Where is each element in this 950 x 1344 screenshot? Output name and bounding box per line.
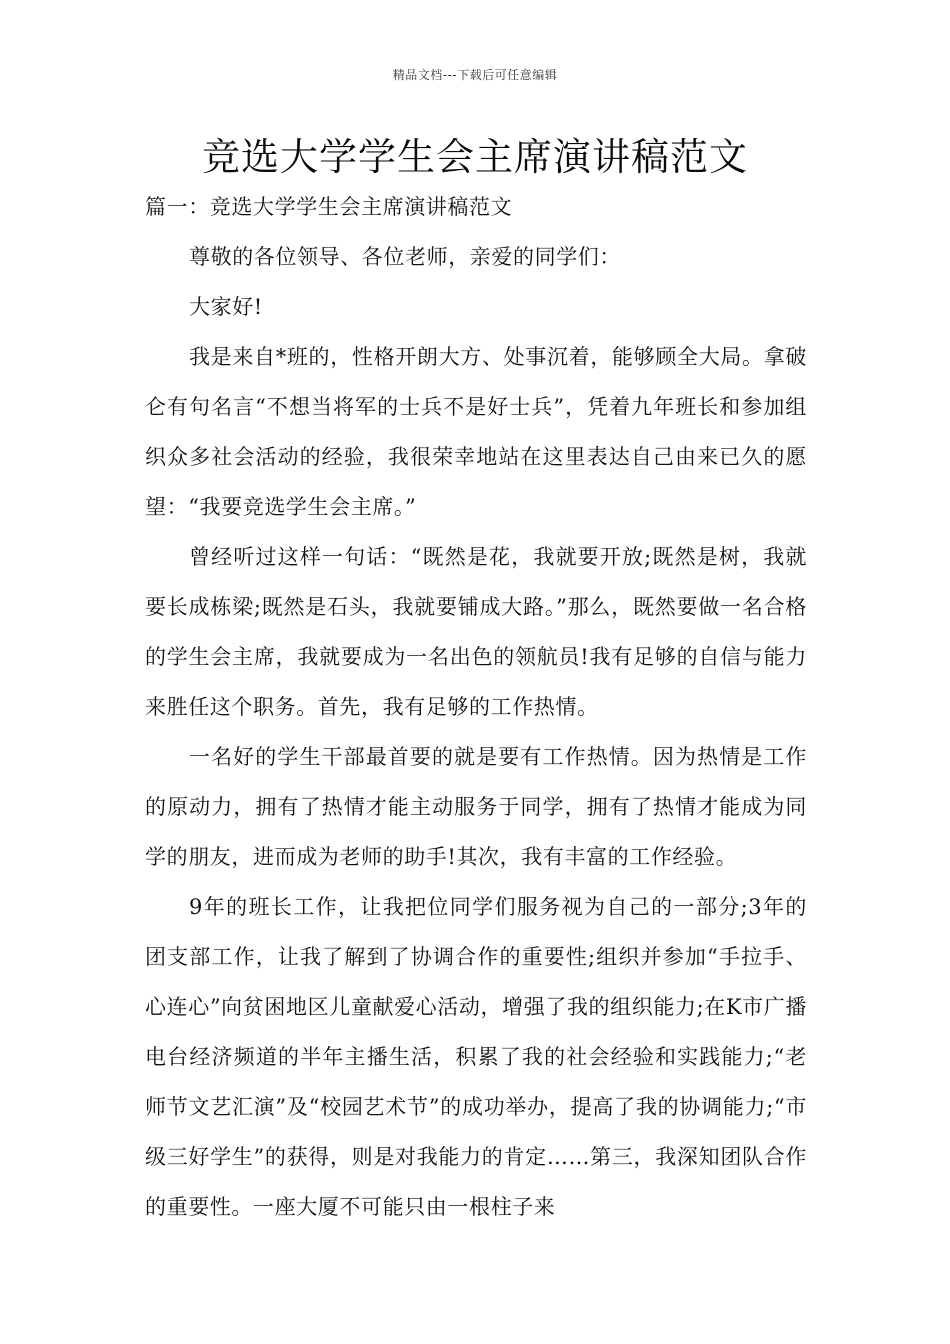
body-paragraph: 9年的班长工作，让我把位同学们服务视为自己的一部分;3年的团支部工作，让我了解到了协调合作的重要性;组织并参加“手拉手、心连心”向贫困地区儿童献爱心活动，增强了我的组织能力;在K市广播电台经济频道的半年主播生活，积累了我的社会经验和实践能力;“老师节文艺汇演”及“校园艺术节”的成功举办，提高了我的协调能力;“市级三好学生”的获得，则是对我能力的肯定……第三，我深知团队合作的重要性。一座大厦不可能只由一根柱子来 [145,895,807,1219]
section-heading: 篇一：竞选大学学生会主席演讲稿范文 [145,195,513,219]
document-body [145,182,807,1232]
body-paragraph: 一名好的学生干部最首要的就是要有工作热情。因为热情是工作的原动力，拥有了热情才能主动服务于同学，拥有了热情才能成为同学的朋友，进而成为老师的助手!其次，我有丰富的工作经验。 [145,745,807,869]
salutation-paragraph: 尊敬的各位领导、各位老师，亲爱的同学们： [189,245,621,269]
body-paragraph: 曾经听过这样一句话：“既然是花，我就要开放;既然是树，我就要长成栋梁;既然是石头，我就要铺成大路。”那么，既然要做一名合格的学生会主席，我就要成为一名出色的领航员!我有足够的自信与能力来胜任这个职务。首先，我有足够的工作热情。 [145,545,807,719]
greeting-paragraph: 大家好! [189,295,263,319]
document-title: 竞选大学学生会主席演讲稿范文 [201,135,748,179]
body-paragraph: 我是来自*班的，性格开朗大方、处事沉着，能够顾全大局。拿破仑有句名言“不想当将军的士兵不是好士兵”，凭着九年班长和参加组织众多社会活动的经验，我很荣幸地站在这里表达自己由来已久的愿望：“我要竞选学生会主席。” [145,345,807,519]
header-note: 精品文档---下载后可任意编辑 [392,68,558,82]
